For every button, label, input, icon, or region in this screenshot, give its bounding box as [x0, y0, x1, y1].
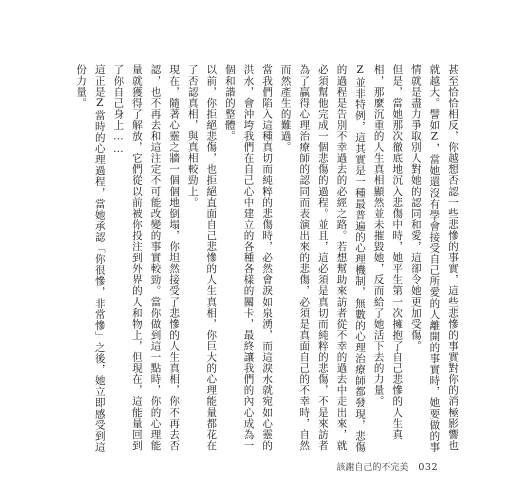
paragraph-3: Z並非特例，這其實是一種最普遍的心理機制，無數的心理治療師都發現，悲傷的過程是告別不幸過去的必經之路。若想幫助來訪者從不幸的過去中走出來，就必須幫他完成一個悲傷的過程。並且，這必須是真切而純粹的悲傷，不是來訪者為了贏得心理治療師的認同而表演出來的悲傷，必須是真面自己的不幸時，自然而然產生的難過。: [279, 64, 367, 453]
page-number: 032: [418, 462, 438, 473]
paragraph-1: 甚至恰恰相反，你越想否認一些悲慘的事實，這些悲慘的事實對你的消極影響也就越大。譬如Z，當她還沒有學會接受自己所愛的人離開的事實時，她要做的事情就是盡力爭取別人對她的認同和愛，這卻令她更加受傷。: [409, 64, 459, 453]
paragraph-5: 以前，你拒絕悲傷，也拒絕直面自己悲慘的人生真相，你巨大的心理能量都花在了否認真相，與真相較勁上。: [186, 64, 218, 451]
paragraph-4: 當我們陷入這種真切而純粹的悲傷時，必然會淚如泉湧，而這淚水就宛如心靈的洪水，會沖垮我們在自己心中建立的各種各樣的關卡，最終讓我們的內心成為一個和諧的整體。: [223, 64, 274, 451]
page-footer: [336, 460, 438, 473]
running-title: 該謝自己的不完美: [336, 463, 409, 473]
body-text: [58, 64, 462, 454]
paragraph-6: 現在，隨著心靈之牆一個個地倒塌，你坦然接受了悲慘的人生真相，你不再去否認，也不再去和這注定不可能改變的事實較勁。當你做到這一點時，你的心理能量就獲得了解放，它們從以前被你投注到外界的人和物上，但現在，這能量回到了你自己身上……: [112, 64, 181, 451]
paragraph-7: 這正是Z當時的心理過程，當她承認「你很慘，非常慘」之後，她立即感受到這份力量。: [75, 64, 106, 453]
paragraph-2: 但是，當她那次徹底地沉入悲傷中時，她平生第一次擁抱了自己悲慘的人生真相，那麼沉重的人生真相顯然並未摧毀她，反而給了她活下去的力量。: [372, 64, 404, 440]
